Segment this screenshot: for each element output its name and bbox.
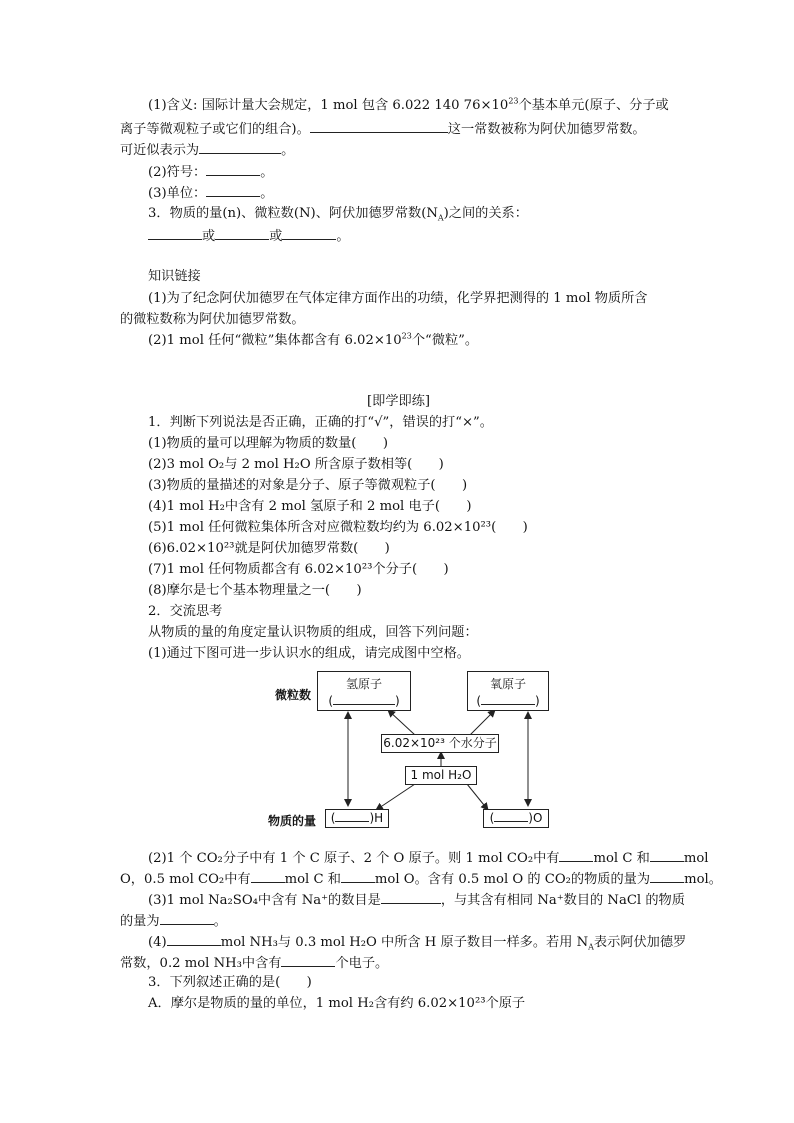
q-text: (2)1 个 CO₂分子中有 1 个 C 原子、2 个 O 原子。则 1 mol CO₂中有 <box>148 851 560 866</box>
paren: ) <box>369 811 375 825</box>
arrow <box>376 784 415 810</box>
q2-3-line-1 <box>148 890 685 910</box>
def-text: 或 <box>202 229 216 244</box>
answer-blank[interactable] <box>494 810 528 822</box>
answer-blank[interactable] <box>333 693 395 705</box>
def-text: 个基本单元(原子、分子或 <box>518 98 669 113</box>
q-text: mol <box>683 851 709 866</box>
link-text: (2)1 mol 任何“微粒”集体都含有 6.02×10 <box>148 333 402 348</box>
question-3: 3．下列叙述正确的是( ) <box>148 975 312 990</box>
question-2-1: (1)通过下图可进一步认识水的组成，请完成图中空格。 <box>148 646 470 661</box>
answer-blank[interactable] <box>282 226 336 240</box>
def-line-7 <box>148 226 350 246</box>
paren: ( <box>476 694 481 708</box>
q-text: mol O。含有 0.5 mol O 的 CO₂的物质的量为 <box>374 872 651 887</box>
label-amount: 物质的量 <box>268 814 317 828</box>
answer-blank[interactable] <box>650 848 684 862</box>
q-text: mol NH₃与 0.3 mol H₂O 中所含 H 原子数目一样多。若用 N <box>220 935 589 950</box>
def-text: 。 <box>336 229 350 244</box>
q2-2-line-1 <box>148 848 708 868</box>
link-title: 知识链接 <box>148 269 201 284</box>
question-2-intro: 从物质的量的角度定量认识物质的组成，回答下列问题： <box>148 625 478 640</box>
q-text: ，与其含有相同 Na⁺数目的 NaCl 的物质 <box>440 893 685 908</box>
superscript: 23 <box>508 96 519 106</box>
superscript: 23 <box>401 331 412 341</box>
answer-blank[interactable] <box>559 848 593 862</box>
oxygen-atom-label: 氧原子 <box>489 677 526 691</box>
judgement-item: (6)6.02×10²³就是阿伏加德罗常数( ) <box>148 541 390 556</box>
link-p2 <box>148 332 478 350</box>
def-line-6 <box>148 205 528 223</box>
def-text: 3．物质的量(n)、微粒数(N)、阿伏加德罗常数(N <box>148 206 438 221</box>
judgement-item: (7)1 mol 任何物质都含有 6.02×10²³个分子( ) <box>148 562 449 577</box>
answer-blank[interactable] <box>167 932 221 946</box>
def-text: 这一常数被称为阿伏加德罗常数。 <box>447 122 646 137</box>
link-p1a: (1)为了纪念阿伏加德罗在气体定律方面作出的功绩，化学界把测得的 1 mol 物质所含 <box>148 291 648 306</box>
judgement-item: (3)物质的量描述的对象是分子、原子等微观粒子( ) <box>148 478 468 493</box>
paren: ) <box>535 694 540 708</box>
paren: ( <box>328 694 333 708</box>
def-text: 可近似表示为 <box>120 143 200 158</box>
q-text: 个电子。 <box>335 956 389 971</box>
label-particles: 微粒数 <box>275 688 312 702</box>
q-text: mol C 和 <box>284 872 341 887</box>
subscript: A <box>437 213 444 223</box>
answer-blank[interactable] <box>381 890 441 904</box>
q-text: 常数，0.2 mol NH₃中含有 <box>120 956 282 971</box>
def-text: 。 <box>260 165 274 180</box>
question-1: 1．判断下列说法是否正确，正确的打“√”，错误的打“×”。 <box>148 415 493 430</box>
judgement-item: (5)1 mol 任何微粒集体所含对应微粒数均约为 6.02×10²³( ) <box>148 520 528 535</box>
judgement-item: (2)3 mol O₂与 2 mol H₂O 所含原子数相等( ) <box>148 457 444 472</box>
q2-3-line-2 <box>120 911 227 931</box>
q-text: O，0.5 mol CO₂中有 <box>120 872 251 887</box>
judgement-item: (8)摩尔是七个基本物理量之一( ) <box>148 583 362 598</box>
answer-blank[interactable] <box>650 869 684 883</box>
element-symbol: O <box>532 811 543 825</box>
q-text: 。 <box>213 914 227 929</box>
hydrogen-atom-label: 氢原子 <box>345 677 382 691</box>
one-mol-water-box: 1 mol H₂O <box>405 766 477 785</box>
def-text: 离子等微观粒子或它们的组合)。 <box>120 122 310 137</box>
answer-blank[interactable] <box>148 226 202 240</box>
answer-blank[interactable] <box>199 140 281 154</box>
paren: ( <box>330 811 336 825</box>
def-text: 。 <box>281 143 295 158</box>
q2-4-line-1 <box>148 932 686 952</box>
oxygen-atom-box <box>467 671 549 711</box>
arrow <box>388 710 415 735</box>
def-text: (2)符号： <box>148 165 207 180</box>
q2-2-line-2 <box>120 869 722 889</box>
element-symbol: H <box>374 811 384 825</box>
def-text: 或 <box>269 229 283 244</box>
q-text: 的量为 <box>120 914 160 929</box>
judgement-item: (1)物质的量可以理解为物质的数量( ) <box>148 436 388 451</box>
answer-blank[interactable] <box>335 810 369 822</box>
answer-blank[interactable] <box>310 119 448 133</box>
def-text: (3)单位： <box>148 186 207 201</box>
hydrogen-atom-box <box>317 671 411 711</box>
paren: ) <box>528 811 533 825</box>
def-text: )之间的关系： <box>443 206 528 221</box>
option-a[interactable]: A．摩尔是物质的量的单位，1 mol H₂含有约 6.02×10²³个原子 <box>148 996 526 1011</box>
arrow <box>467 784 488 810</box>
q-text: (4) <box>148 935 167 950</box>
answer-blank[interactable] <box>215 226 269 240</box>
paren: ) <box>395 694 400 708</box>
oxygen-amount-box <box>483 809 549 828</box>
water-molecules-box: 6.02×10²³ 个水分子 <box>381 734 499 753</box>
practice-heading: [即学即练] <box>367 394 431 409</box>
def-line-1 <box>148 97 669 115</box>
def-text: 。 <box>260 186 274 201</box>
judgement-item: (4)1 mol H₂中含有 2 mol 氢原子和 2 mol 电子( ) <box>148 499 472 514</box>
paren: ( <box>489 811 495 825</box>
q-text: (3)1 mol Na₂SO₄中含有 Na⁺的数目是 <box>148 893 381 908</box>
q-text: mol。 <box>684 872 722 887</box>
q-text: mol C 和 <box>593 851 650 866</box>
answer-blank[interactable] <box>481 693 535 705</box>
def-line-5 <box>148 183 273 203</box>
subscript: A <box>588 942 594 952</box>
question-2: 2．交流思考 <box>148 604 223 619</box>
answer-blank[interactable] <box>160 911 214 925</box>
def-line-2 <box>120 119 646 139</box>
link-text: 个“微粒”。 <box>411 333 479 348</box>
answer-blank[interactable] <box>206 183 260 197</box>
answer-blank[interactable] <box>341 869 375 883</box>
def-line-3 <box>120 140 294 160</box>
def-line-4 <box>148 162 273 182</box>
link-p1b: 的微粒数称为阿伏加德罗常数。 <box>120 312 305 327</box>
answer-blank[interactable] <box>206 162 260 176</box>
arrow <box>470 710 495 735</box>
def-text: (1)含义: 国际计量大会规定，1 mol 包含 6.022 140 76×10 <box>148 98 509 113</box>
q2-4-line-2 <box>120 953 388 973</box>
q-text: 表示阿伏加德罗 <box>593 935 687 950</box>
answer-blank[interactable] <box>281 953 335 967</box>
answer-blank[interactable] <box>251 869 285 883</box>
hydrogen-amount-box <box>325 809 389 828</box>
